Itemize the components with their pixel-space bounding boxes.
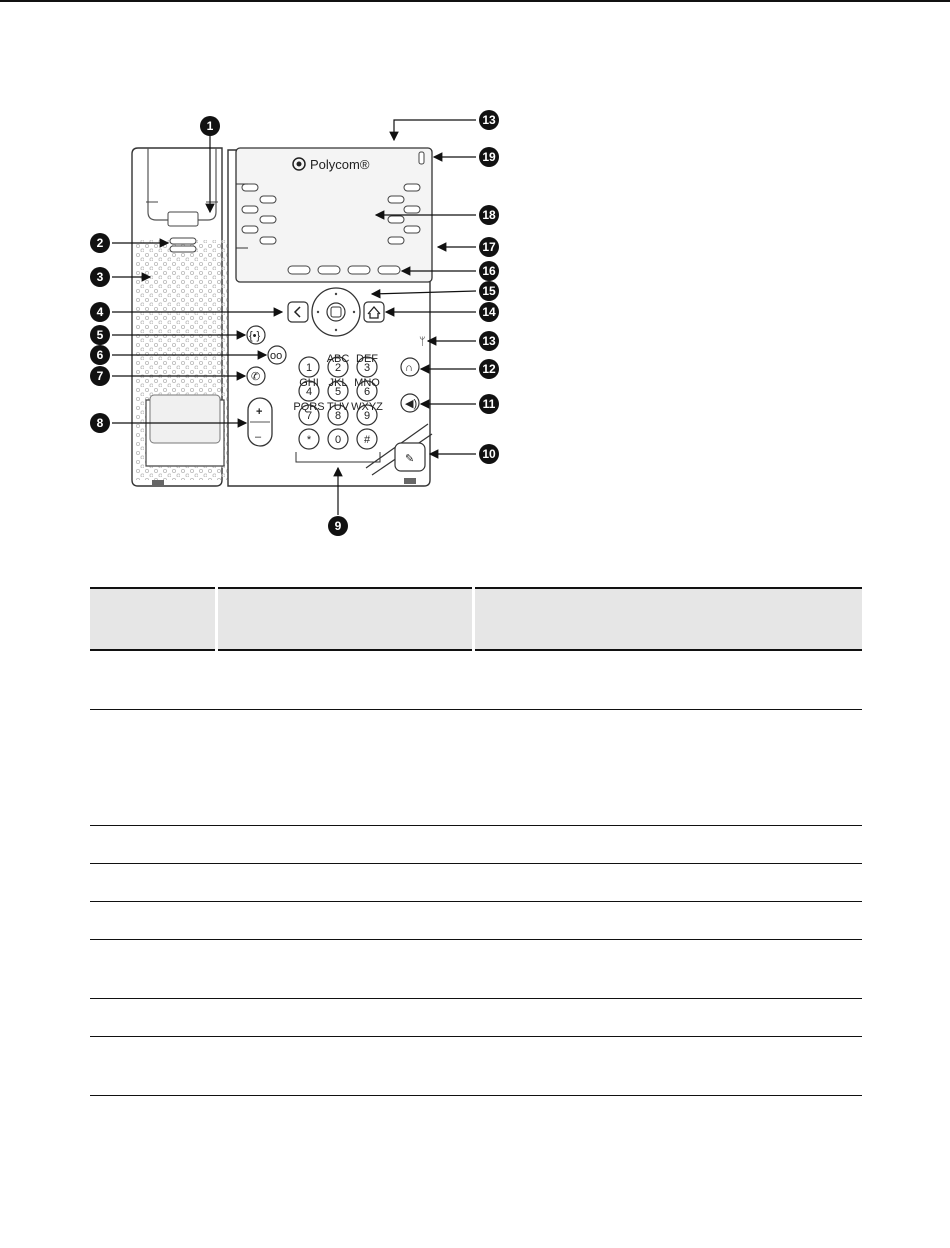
table-cell (474, 939, 862, 998)
table-row (90, 709, 862, 825)
svg-text:oo: oo (270, 350, 283, 362)
table-row (90, 901, 862, 939)
dialpad-key-letters: DEF (356, 353, 378, 365)
table-cell (90, 998, 217, 1036)
dialpad-key-letters: JKL (328, 377, 348, 389)
table-cell (474, 709, 862, 825)
callout-number: 2 (96, 236, 104, 250)
dialpad-key-digit: 1 (305, 362, 313, 374)
table-cell (90, 709, 217, 825)
dialpad-key-digit: 9 (363, 410, 371, 422)
table-row (90, 863, 862, 901)
table-header-cell (217, 588, 474, 650)
table-cell (90, 1036, 217, 1095)
svg-text:✆: ✆ (251, 371, 261, 383)
callout-number: 10 (482, 447, 496, 461)
table-row (90, 998, 862, 1036)
callout-number: 11 (482, 397, 496, 411)
svg-text:∩: ∩ (405, 362, 413, 374)
callout-number: 17 (482, 240, 496, 254)
callout-number: 3 (96, 270, 104, 284)
dialpad-key-letters: WXYZ (351, 401, 383, 413)
callout-number: 14 (482, 305, 496, 319)
dialpad-key-letters: ABC (326, 353, 350, 365)
callout-number: 5 (96, 328, 104, 342)
callout-number: 4 (96, 305, 104, 319)
callout-number: 8 (96, 416, 104, 430)
callout-number: 15 (482, 284, 496, 298)
table-cell (474, 901, 862, 939)
phone-diagram-svg (0, 90, 950, 550)
table-header-cell (90, 588, 217, 650)
svg-text:–: – (255, 431, 262, 443)
volume-rocker (248, 398, 272, 446)
dialpad (293, 353, 383, 449)
table-cell (474, 1036, 862, 1095)
callout-number: 13 (482, 334, 496, 348)
table-row (90, 1036, 862, 1095)
table-row (90, 825, 862, 863)
table-row (90, 939, 862, 998)
feature-table (90, 587, 862, 1096)
dialpad-key-letters: MNO (354, 377, 380, 389)
table-cell (474, 998, 862, 1036)
table-cell (90, 863, 217, 901)
dialpad-key-digit: 7 (305, 410, 313, 422)
svg-text:{•}: {•} (249, 330, 261, 342)
callout-number: 7 (96, 369, 104, 383)
dialpad-key-digit: 8 (334, 410, 342, 422)
table-cell (90, 939, 217, 998)
svg-text:+: + (256, 406, 263, 418)
table-row (90, 650, 862, 709)
callout-number: 13 (482, 113, 496, 127)
dialpad-key-digit: 4 (305, 386, 313, 398)
dialpad-key-digit: # (363, 434, 371, 446)
table-cell (217, 901, 474, 939)
callout-number: 1 (206, 119, 214, 133)
table-body (90, 650, 862, 1095)
table-cell (217, 1036, 474, 1095)
callout-number: 6 (96, 348, 104, 362)
dialpad-key-letters: TUV (327, 401, 349, 413)
dialpad-key-digit: 2 (334, 362, 342, 374)
dialpad-key-digit: 0 (334, 434, 342, 446)
callout-number: 9 (334, 519, 342, 533)
dialpad-key-digit: 3 (363, 362, 371, 374)
svg-text:◀): ◀) (405, 398, 418, 410)
table-cell (217, 825, 474, 863)
callout-number: 16 (482, 264, 496, 278)
table-cell (217, 998, 474, 1036)
page-top-rule (0, 0, 950, 2)
table-cell (90, 825, 217, 863)
table-cell (474, 863, 862, 901)
dialpad-key-letters: PQRS (293, 401, 325, 413)
svg-text:✎: ✎ (405, 453, 415, 465)
dialpad-key-digit: * (306, 434, 312, 446)
table-cell (217, 939, 474, 998)
callout-number: 12 (482, 362, 496, 376)
table-header-row (90, 588, 862, 650)
callout-number: 18 (482, 208, 496, 222)
table-cell (90, 650, 217, 709)
handset-cradle (132, 148, 232, 486)
table-header-cell (474, 588, 862, 650)
dialpad-key-letters: GHI (299, 377, 319, 389)
dialpad-key-digit: 5 (334, 386, 342, 398)
svg-text:ᛘ: ᛘ (419, 336, 426, 348)
table-cell (217, 863, 474, 901)
table-cell (217, 709, 474, 825)
dialpad-key-digit: 6 (363, 386, 371, 398)
brand-name: Polycom® (310, 157, 370, 172)
phone-illustration (0, 90, 950, 550)
table-cell (90, 901, 217, 939)
callout-number: 19 (482, 150, 496, 164)
table-cell (474, 825, 862, 863)
table-cell (217, 650, 474, 709)
table-cell (474, 650, 862, 709)
